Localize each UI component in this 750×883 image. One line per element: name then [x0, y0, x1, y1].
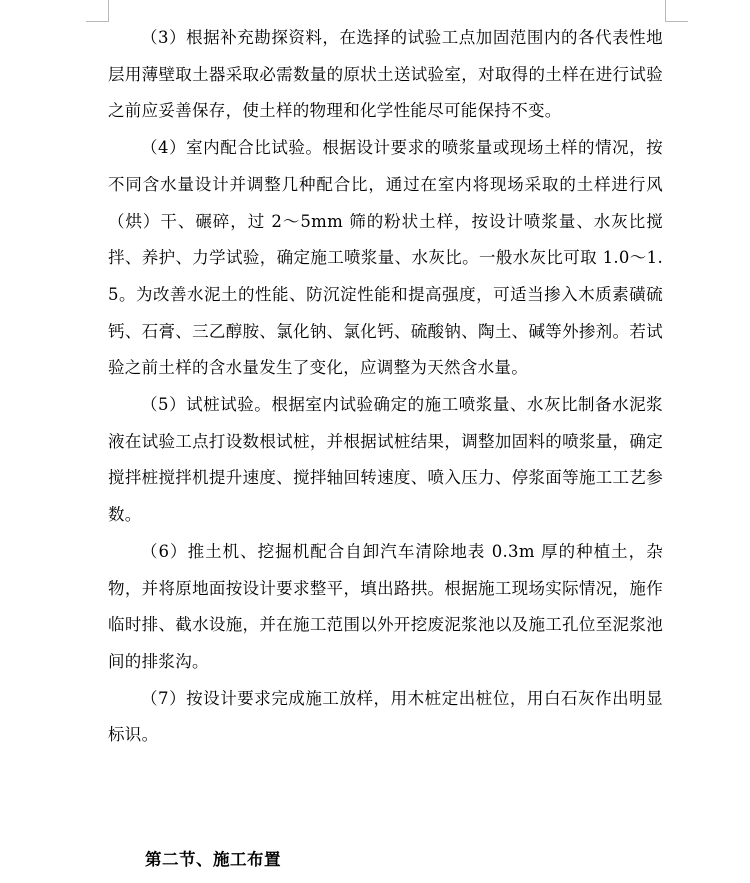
paragraph-5: （5）试桩试验。根据室内试验确定的施工喷浆量、水灰比制备水泥浆液在试验工点打设数根试桩，并根据试桩结果，调整加固料的喷浆量，确定搅拌桩搅拌机提升速度、搅拌轴回转速度、喷入压力、停浆面等施工工艺参数。	[108, 395, 663, 525]
document-body	[108, 20, 663, 754]
paragraph-6: （6）推土机、挖掘机配合自卸汽车清除地表 0.3m 厚的种植土，杂物，并将原地面按设计要求整平，填出路拱。根据施工现场实际情况，施作临时排、截水设施，并在施工范围以外开挖废泥浆池以及施工孔位至泥浆池间的排浆沟。	[108, 541, 663, 671]
crop-mark-top-left	[86, 0, 109, 22]
crop-mark-top-right	[665, 0, 688, 22]
paragraph-7: （7）按设计要求完成施工放样，用木桩定出桩位，用白石灰作出明显标识。	[108, 688, 663, 745]
section-heading: 第二节、施工布置	[145, 850, 281, 869]
paragraph-3: （3）根据补充勘探资料，在选择的试验工点加固范围内的各代表性地层用薄壁取土器采取必需数量的原状土送试验室，对取得的土样在进行试验之前应妥善保存，使土样的物理和化学性能尽可能保持不变。	[108, 28, 663, 121]
paragraph-4: （4）室内配合比试验。根据设计要求的喷浆量或现场土样的情况，按不同含水量设计并调整几种配合比，通过在室内将现场采取的土样进行风（烘）干、碾碎，过 2～5mm 筛的粉状土样，按设计喷浆量、水灰比搅拌、养护、力学试验，确定施工喷浆量、水灰比。一般水灰比可取 1.0～1.5。为改善水泥土的性能、防沉淀性能和提高强度，可适当掺入木质素磺硫钙、石膏、三乙醇胺、氯化钠、氯化钙、硫酸钠、陶土、碱等外掺剂。若试验之前土样的含水量发生了变化，应调整为天然含水量。	[108, 138, 663, 378]
